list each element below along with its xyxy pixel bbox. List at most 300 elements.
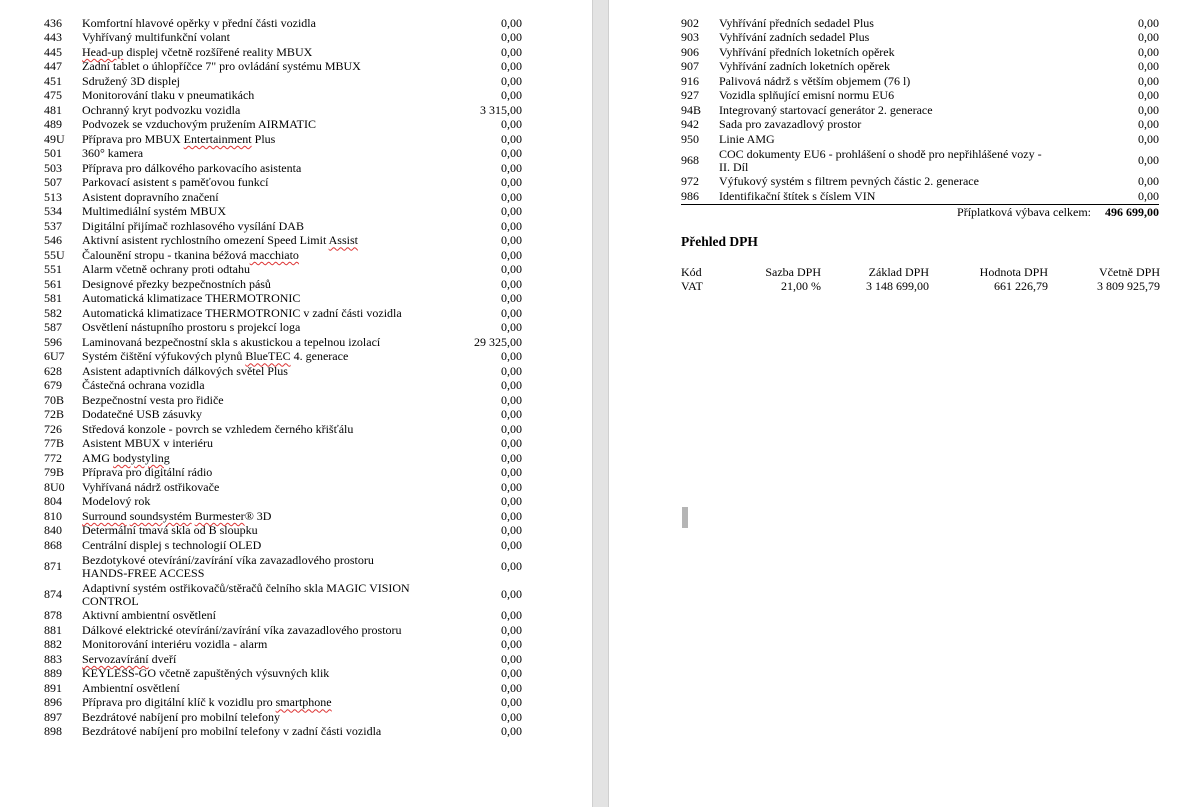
equipment-price: 0,00	[501, 436, 522, 451]
description-text: Determální tmavá skla od B sloupku	[82, 523, 258, 538]
vat-header-rate: Sazba DPH	[765, 265, 821, 279]
description-text: Vyhřívání předních sedadel Plus	[719, 15, 874, 30]
equipment-code: 587	[44, 320, 62, 335]
equipment-price: 0,00	[501, 320, 522, 335]
equipment-price: 0,00	[501, 146, 522, 161]
equipment-description	[82, 394, 424, 407]
description-text: Digitální přijímač rozhlasového vysílání DAB	[82, 218, 304, 233]
equipment-code: 840	[44, 523, 62, 538]
equipment-row	[44, 31, 522, 46]
vat-table-header-row	[681, 265, 1160, 279]
equipment-row	[44, 638, 522, 653]
equipment-price: 0,00	[501, 587, 522, 601]
description-text: Ochranný kryt podvozku vozidla	[82, 102, 241, 117]
vat-header-amount: Hodnota DPH	[979, 265, 1048, 279]
vat-amount: 661 226,79	[994, 279, 1048, 293]
equipment-row	[44, 538, 522, 553]
equipment-price: 3 315,00	[480, 102, 522, 117]
equipment-row	[44, 393, 522, 408]
description-text: Sada pro zavazadlový prostor	[719, 117, 862, 132]
spellcheck-flagged-word: BlueTEC	[245, 349, 291, 364]
equipment-price: 0,00	[501, 559, 522, 573]
equipment-price: 0,00	[1138, 153, 1159, 167]
equipment-code: 77B	[44, 436, 65, 451]
equipment-code: 881	[44, 622, 62, 637]
spellcheck-flagged-word: Assist	[328, 233, 358, 248]
equipment-code: 507	[44, 175, 62, 190]
equipment-row	[44, 681, 522, 696]
equipment-row	[44, 190, 522, 205]
vat-summary-table	[681, 265, 1160, 293]
equipment-price: 0,00	[501, 450, 522, 465]
equipment-price: 0,00	[1138, 88, 1159, 103]
equipment-description	[82, 452, 424, 465]
equipment-price: 0,00	[501, 608, 522, 623]
equipment-code: 6U7	[44, 349, 65, 364]
equipment-price: 0,00	[1138, 44, 1159, 59]
equipment-code: 94B	[681, 102, 702, 117]
vat-summary-heading: Přehled DPH	[681, 234, 758, 249]
description-text: Podvozek se vzduchovým pružením AIRMATIC	[82, 117, 316, 132]
equipment-code: 986	[681, 188, 699, 203]
equipment-row	[44, 234, 522, 249]
equipment-price: 0,00	[501, 407, 522, 422]
description-text: Bezdotykové otevírání/zavírání víka zavazadlového prostoru HANDS-FREE ACCESS	[82, 552, 374, 580]
description-text: ® 3D	[244, 508, 272, 523]
equipment-price: 0,00	[501, 218, 522, 233]
equipment-description	[82, 234, 424, 247]
description-text: Bezdrátové nabíjení pro mobilní telefony v zadní části vozidla	[82, 724, 382, 739]
equipment-description	[719, 175, 1061, 188]
equipment-row	[44, 710, 522, 725]
equipment-code: 582	[44, 305, 62, 320]
description-text: Vyhřívaná nádrž ostřikovače	[82, 479, 220, 494]
equipment-description	[719, 31, 1061, 44]
equipment-description	[82, 278, 424, 291]
spellcheck-flagged-word: Entertainment	[183, 131, 252, 146]
equipment-description	[82, 205, 424, 218]
equipment-code: 436	[44, 15, 62, 30]
equipment-row	[44, 292, 522, 307]
equipment-row	[44, 321, 522, 336]
equipment-price: 0,00	[501, 523, 522, 538]
equipment-row	[44, 350, 522, 365]
equipment-code: 628	[44, 363, 62, 378]
description-text: Parkovací asistent s paměťovou funkcí	[82, 175, 269, 190]
equipment-code: 443	[44, 30, 62, 45]
equipment-row	[44, 16, 522, 31]
equipment-description	[82, 524, 424, 537]
equipment-description	[82, 481, 424, 494]
equipment-code: 551	[44, 262, 62, 277]
equipment-row	[681, 45, 1159, 60]
equipment-row	[44, 725, 522, 740]
equipment-price: 0,00	[501, 233, 522, 248]
equipment-total-row	[681, 204, 1159, 220]
equipment-price: 0,00	[501, 44, 522, 59]
spellcheck-flagged-word: smartphone	[275, 695, 332, 710]
equipment-code: 927	[681, 88, 699, 103]
equipment-code: 874	[44, 587, 62, 601]
description-text: displej včetně rozšířené reality MBUX	[123, 44, 313, 59]
description-text: COC dokumenty EU6 - prohlášení o shodě pro nepřihlášené vozy - II. Díl	[719, 146, 1042, 174]
equipment-row	[681, 60, 1159, 75]
equipment-row	[44, 379, 522, 394]
description-text: Zadní tablet o úhlopříčce 7" pro ovládání systému MBUX	[82, 59, 361, 74]
vat-base: 3 148 699,00	[866, 279, 929, 293]
description-text: Centrální displej s technologií OLED	[82, 537, 262, 552]
equipment-description	[82, 667, 424, 680]
description-text: Středová konzole - povrch se vzhledem černého křišťálu	[82, 421, 354, 436]
equipment-row	[44, 667, 522, 682]
description-text: Adaptivní systém ostřikovačů/stěračů čelního skla MAGIC VISION CONTROL	[82, 580, 410, 608]
equipment-description	[82, 638, 424, 651]
equipment-code: 49U	[44, 131, 65, 146]
equipment-row	[681, 103, 1159, 118]
equipment-price: 0,00	[1138, 30, 1159, 45]
description-text: Multimediální systém MBUX	[82, 204, 226, 219]
equipment-code: 596	[44, 334, 62, 349]
equipment-description	[82, 162, 424, 175]
equipment-code: 8U0	[44, 479, 65, 494]
description-text: KEYLESS-GO včetně zapuštěných výsuvných klik	[82, 666, 330, 681]
description-text: Výfukový systém s filtrem pevných částic 2. generace	[719, 174, 979, 189]
equipment-price: 0,00	[501, 651, 522, 666]
equipment-description	[719, 75, 1061, 88]
equipment-description	[719, 60, 1061, 73]
equipment-row	[44, 118, 522, 133]
equipment-row	[44, 581, 522, 609]
equipment-row	[44, 696, 522, 711]
equipment-price: 0,00	[501, 189, 522, 204]
equipment-price: 0,00	[501, 15, 522, 30]
equipment-row	[681, 89, 1159, 104]
equipment-row	[44, 219, 522, 234]
equipment-code: 903	[681, 30, 699, 45]
equipment-price: 0,00	[501, 204, 522, 219]
equipment-description	[82, 176, 424, 189]
equipment-description	[719, 133, 1061, 146]
equipment-description	[82, 31, 424, 44]
equipment-description	[82, 336, 424, 349]
equipment-code: 906	[681, 44, 699, 59]
equipment-description	[719, 104, 1061, 117]
vat-code: VAT	[681, 279, 703, 293]
equipment-description	[82, 89, 424, 102]
equipment-description	[719, 46, 1061, 59]
equipment-row	[44, 132, 522, 147]
description-text: Ambientní osvětlení	[82, 680, 180, 695]
description-text: Dodatečné USB zásuvky	[82, 407, 202, 422]
description-text: Osvětlení nástupního prostoru s projekcí loga	[82, 320, 301, 335]
equipment-description	[82, 696, 424, 709]
equipment-row	[44, 335, 522, 350]
equipment-code: 72B	[44, 407, 65, 422]
equipment-description	[82, 682, 424, 695]
equipment-row	[681, 16, 1159, 31]
equipment-list-right	[681, 16, 1159, 204]
equipment-code: 868	[44, 537, 62, 552]
equipment-price: 0,00	[501, 117, 522, 132]
spellcheck-flagged-word: soundsystém	[129, 508, 192, 523]
equipment-price: 0,00	[501, 363, 522, 378]
equipment-code: 537	[44, 218, 62, 233]
equipment-description	[82, 408, 424, 421]
description-text: dveří	[148, 651, 177, 666]
equipment-description	[82, 466, 424, 479]
equipment-row	[44, 623, 522, 638]
equipment-price: 0,00	[501, 262, 522, 277]
equipment-row	[44, 277, 522, 292]
description-text: Příprava pro digitální rádio	[82, 465, 213, 480]
description-text: Bezdrátové nabíjení pro mobilní telefony	[82, 709, 280, 724]
equipment-code: 907	[681, 59, 699, 74]
equipment-code: 804	[44, 494, 62, 509]
equipment-description	[719, 190, 1061, 203]
description-text: Linie AMG	[719, 131, 775, 146]
description-text: Monitorování tlaku v pneumatikách	[82, 88, 255, 103]
equipment-row	[681, 175, 1159, 190]
equipment-price: 0,00	[501, 175, 522, 190]
equipment-row	[44, 364, 522, 379]
equipment-row	[44, 60, 522, 75]
equipment-description	[82, 725, 424, 738]
vat-header-code: Kód	[681, 265, 702, 279]
equipment-row	[44, 161, 522, 176]
equipment-description	[82, 582, 424, 608]
equipment-description	[82, 133, 424, 146]
equipment-price: 0,00	[501, 508, 522, 523]
equipment-code: 726	[44, 421, 62, 436]
equipment-description	[82, 46, 424, 59]
equipment-list-left	[44, 16, 522, 739]
equipment-code: 902	[681, 15, 699, 30]
equipment-description	[719, 17, 1061, 30]
equipment-total-label: Příplatková výbava celkem:	[957, 205, 1091, 219]
equipment-code: 451	[44, 73, 62, 88]
equipment-row	[681, 132, 1159, 147]
description-text: Sdružený 3D displej	[82, 73, 180, 88]
document-page-left	[0, 0, 592, 807]
equipment-price: 0,00	[501, 349, 522, 364]
equipment-price: 0,00	[501, 465, 522, 480]
equipment-price: 0,00	[501, 666, 522, 681]
equipment-row	[44, 176, 522, 191]
equipment-description	[82, 554, 424, 580]
equipment-row	[681, 74, 1159, 89]
description-text: Příprava pro MBUX	[82, 131, 184, 146]
equipment-price: 0,00	[501, 73, 522, 88]
equipment-price: 0,00	[501, 479, 522, 494]
equipment-code: 489	[44, 117, 62, 132]
description-text: Palivová nádrž s větším objemem (76 l)	[719, 73, 911, 88]
equipment-code: 70B	[44, 392, 65, 407]
equipment-description	[82, 423, 424, 436]
equipment-row	[44, 306, 522, 321]
equipment-description	[82, 379, 424, 392]
vat-rate: 21,00 %	[781, 279, 821, 293]
description-text: 360° kamera	[82, 146, 144, 161]
description-text: Dálkové elektrické otevírání/zavírání víka zavazadlového prostoru	[82, 622, 402, 637]
spellcheck-flagged-word: Burmester	[194, 508, 245, 523]
equipment-row	[44, 408, 522, 423]
equipment-code: 481	[44, 102, 62, 117]
description-text: Aktivní ambientní osvětlení	[82, 608, 216, 623]
description-text: Vyhřívaný multifunkční volant	[82, 30, 230, 45]
equipment-total-value: 496 699,00	[1105, 205, 1159, 219]
equipment-row	[44, 480, 522, 495]
equipment-description	[82, 263, 424, 276]
equipment-price: 0,00	[501, 680, 522, 695]
equipment-description	[82, 147, 424, 160]
equipment-description	[82, 249, 424, 262]
spellcheck-flagged-word: Servozavírání	[82, 651, 149, 666]
equipment-row	[44, 147, 522, 162]
description-text: Příprava pro dálkového parkovacího asistenta	[82, 160, 302, 175]
equipment-code: 882	[44, 637, 62, 652]
equipment-description	[82, 437, 424, 450]
description-text: Aktivní asistent rychlostního omezení Speed Limit	[82, 233, 329, 248]
equipment-row	[681, 118, 1159, 133]
equipment-description	[82, 292, 424, 305]
equipment-row	[681, 189, 1159, 204]
equipment-price: 0,00	[501, 637, 522, 652]
equipment-code: 679	[44, 378, 62, 393]
equipment-row	[44, 89, 522, 104]
equipment-description	[82, 307, 424, 320]
equipment-price: 0,00	[501, 622, 522, 637]
description-text: Systém čištění výfukových plynů	[82, 349, 246, 364]
equipment-price: 0,00	[1138, 188, 1159, 203]
equipment-description	[82, 118, 424, 131]
equipment-code: 546	[44, 233, 62, 248]
description-text: Bezpečnostní vesta pro řidiče	[82, 392, 224, 407]
equipment-description	[82, 350, 424, 363]
equipment-code: 561	[44, 276, 62, 291]
equipment-description	[82, 495, 424, 508]
equipment-code: 878	[44, 608, 62, 623]
equipment-description	[82, 510, 424, 523]
equipment-row	[44, 45, 522, 60]
equipment-price: 0,00	[501, 378, 522, 393]
equipment-price: 0,00	[501, 131, 522, 146]
equipment-price: 0,00	[501, 160, 522, 175]
equipment-code: 942	[681, 117, 699, 132]
equipment-price: 0,00	[501, 537, 522, 552]
description-text: Asistent MBUX v interiéru	[82, 436, 213, 451]
equipment-code: 950	[681, 131, 699, 146]
equipment-price: 0,00	[1138, 73, 1159, 88]
vat-header-total: Včetně DPH	[1099, 265, 1160, 279]
equipment-code: 503	[44, 160, 62, 175]
equipment-description	[82, 365, 424, 378]
description-text: Laminovaná bezpečnostní skla s akustickou a tepelnou izolací	[82, 334, 381, 349]
description-text: 4. generace	[290, 349, 349, 364]
description-text: Asistent adaptivních dálkových světel Plus	[82, 363, 288, 378]
equipment-code: 501	[44, 146, 62, 161]
equipment-code: 534	[44, 204, 62, 219]
equipment-price: 0,00	[501, 695, 522, 710]
description-text: Vozidla splňující emisní normu EU6	[719, 88, 895, 103]
equipment-price: 0,00	[1138, 102, 1159, 117]
equipment-description	[82, 321, 424, 334]
equipment-code: 55U	[44, 247, 65, 262]
equipment-row	[44, 451, 522, 466]
equipment-code: 889	[44, 666, 62, 681]
equipment-code: 772	[44, 450, 62, 465]
equipment-price: 0,00	[1138, 174, 1159, 189]
description-text: Příprava pro digitální klíč k vozidlu pro	[82, 695, 276, 710]
description-text: Designové přezky bezpečnostních pásů	[82, 276, 271, 291]
equipment-row	[44, 263, 522, 278]
equipment-row	[44, 652, 522, 667]
equipment-row	[44, 509, 522, 524]
description-text: Vyhřívání předních loketních opěrek	[719, 44, 895, 59]
equipment-description	[82, 104, 424, 117]
vat-total: 3 809 925,79	[1097, 279, 1160, 293]
equipment-code: 883	[44, 651, 62, 666]
equipment-price: 0,00	[1138, 117, 1159, 132]
equipment-price: 0,00	[1138, 15, 1159, 30]
equipment-description	[82, 539, 424, 552]
equipment-code: 445	[44, 44, 62, 59]
equipment-code: 891	[44, 680, 62, 695]
equipment-code: 810	[44, 508, 62, 523]
equipment-price: 0,00	[501, 291, 522, 306]
description-text: Plus	[251, 131, 276, 146]
equipment-row	[44, 422, 522, 437]
equipment-description	[82, 60, 424, 73]
spellcheck-flagged-word: Head-up	[82, 44, 124, 59]
equipment-row	[44, 74, 522, 89]
equipment-price: 0,00	[501, 421, 522, 436]
equipment-price: 0,00	[501, 724, 522, 739]
equipment-price: 0,00	[501, 276, 522, 291]
equipment-price: 0,00	[501, 88, 522, 103]
equipment-row	[44, 248, 522, 263]
equipment-price: 0,00	[501, 494, 522, 509]
equipment-description	[82, 609, 424, 622]
equipment-code: 968	[681, 153, 699, 167]
equipment-price: 0,00	[501, 30, 522, 45]
document-page-right	[609, 0, 1200, 807]
equipment-code: 871	[44, 559, 62, 573]
equipment-code: 513	[44, 189, 62, 204]
equipment-description	[82, 711, 424, 724]
description-text: Čalounění stropu - tkanina béžová	[82, 247, 250, 262]
equipment-code: 896	[44, 695, 62, 710]
equipment-price: 0,00	[501, 392, 522, 407]
description-text: Vyhřívání zadních loketních opěrek	[719, 59, 890, 74]
equipment-description	[82, 220, 424, 233]
description-text: Modelový rok	[82, 494, 151, 509]
equipment-description	[82, 75, 424, 88]
equipment-code: 897	[44, 709, 62, 724]
description-text: Alarm včetně ochrany proti odtahu	[82, 262, 250, 277]
equipment-description	[82, 191, 424, 204]
equipment-price: 0,00	[501, 305, 522, 320]
description-text: Identifikační štítek s číslem VIN	[719, 188, 876, 203]
vat-header-base: Základ DPH	[868, 265, 929, 279]
equipment-row	[44, 205, 522, 220]
spellcheck-flagged-word: Surround	[82, 508, 127, 523]
page-gutter	[592, 0, 609, 807]
equipment-code: 475	[44, 88, 62, 103]
equipment-row	[44, 103, 522, 118]
description-text: Komfortní hlavové opěrky v přední části vozidla	[82, 15, 316, 30]
equipment-row	[681, 147, 1159, 175]
equipment-price: 29 325,00	[474, 334, 522, 349]
